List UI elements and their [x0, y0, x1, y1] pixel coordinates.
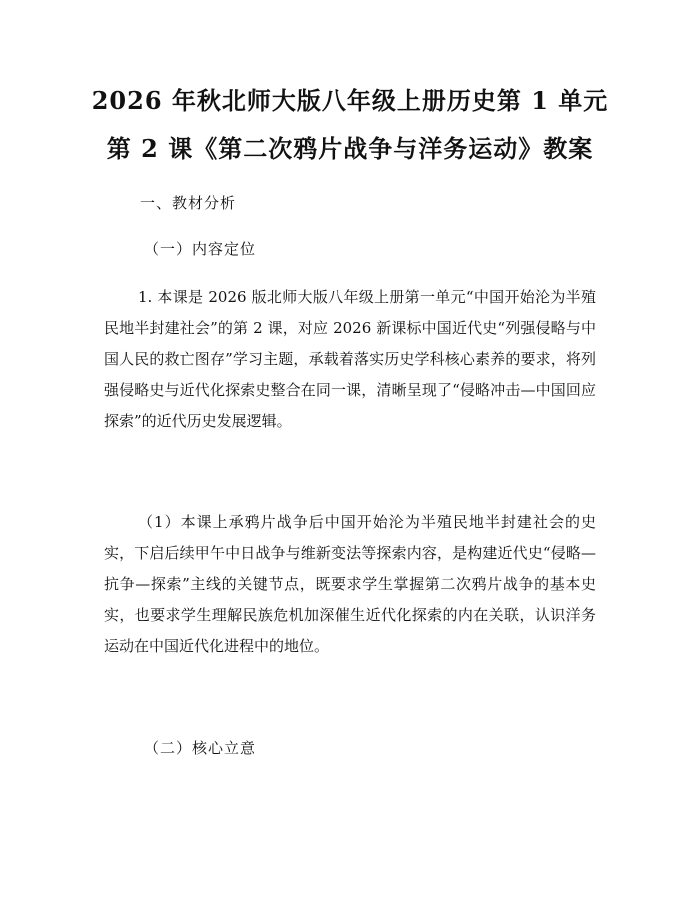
document-title-line2: 第 2 课《第二次鸦片战争与洋务运动》教案	[106, 134, 594, 163]
subsection-heading-core-intent: （二）核心立意	[144, 739, 257, 757]
paragraph-1: 1. 本课是 2026 版北师大版八年级上册第一单元“中国开始沦为半殖民地半封建社会”的第 2 课，对应 2026 新课标中国近代史“列强侵略与中国人民的救亡图存”学习主题，承载着落实历史学科核心素养的要求，将列强侵略史与近代化探索史整合在同一课，清晰呈现了“侵略冲击—中国回应探索”的近代历史发展逻辑。	[104, 288, 596, 430]
subsection-heading-content-positioning: （一）内容定位	[144, 240, 257, 258]
paragraph-2: （1）本课上承鸦片战争后中国开始沦为半殖民地半封建社会的史实，下启后续甲午中日战争与维新变法等探索内容，是构建近代史“侵略—抗争—探索”主线的关键节点，既要求学生掌握第二次鸦片战争的基本史实，也要求学生理解民族危机加深催生近代化探索的内在关联，认识洋务运动在中国近代化进程中的地位。	[104, 513, 596, 655]
document-title-line1: 2026 年秋北师大版八年级上册历史第 1 单元	[91, 86, 609, 115]
section-heading-textbook-analysis: 一、教材分析	[140, 194, 237, 212]
